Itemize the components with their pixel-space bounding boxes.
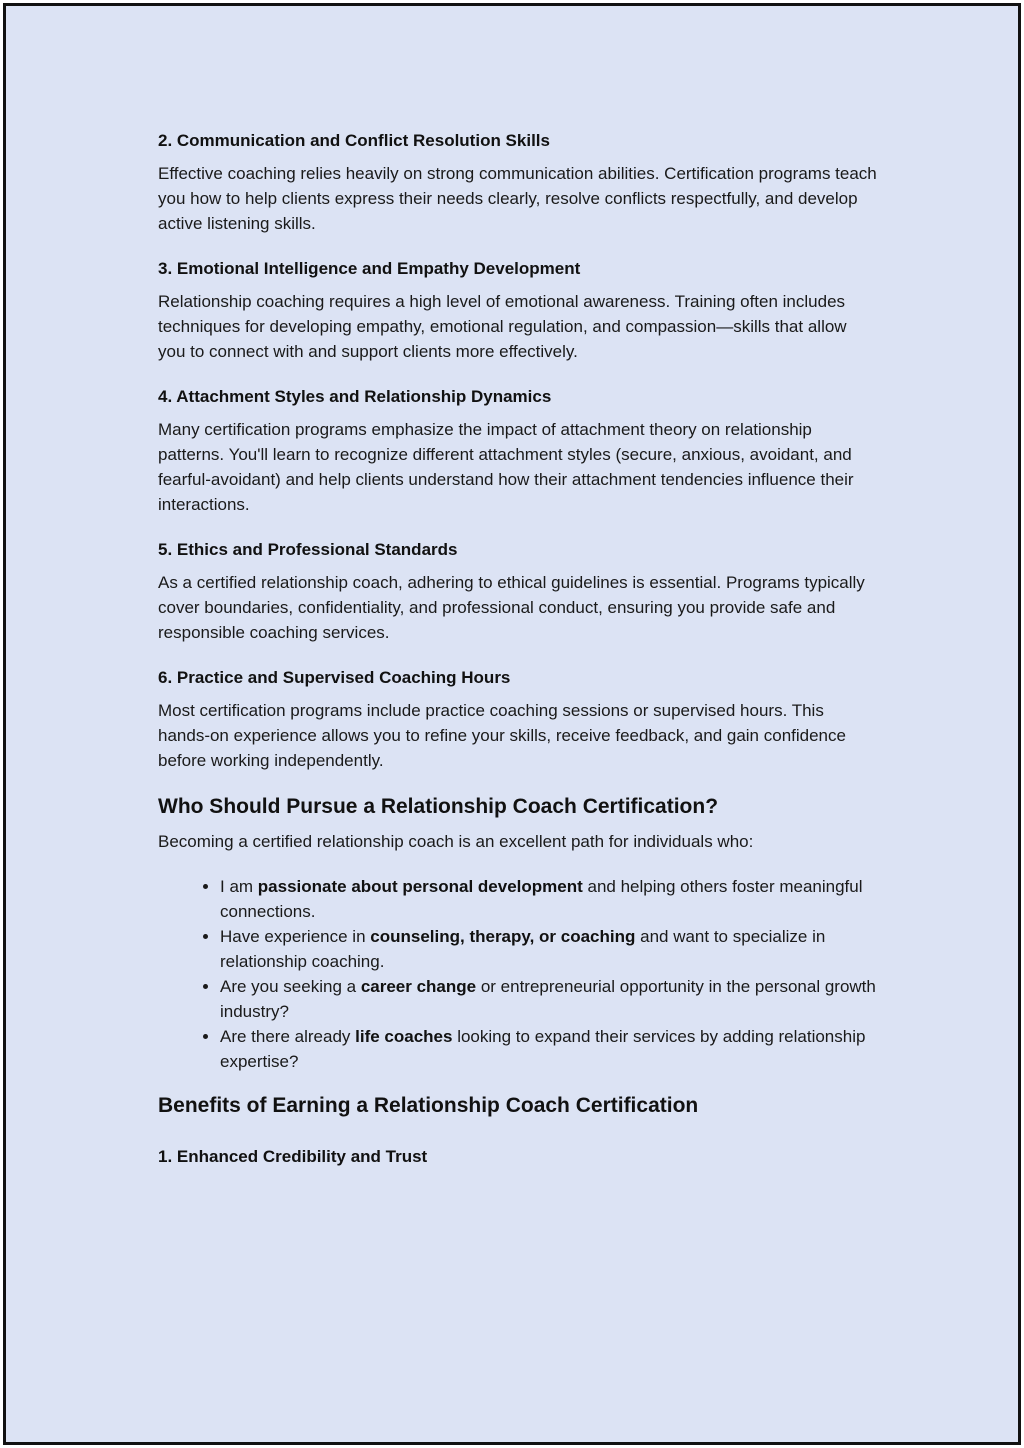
benefits-sub-heading: 1. Enhanced Credibility and Trust <box>158 1147 428 1166</box>
bullet-text: Are there already <box>220 1027 356 1046</box>
section-heading: 3. Emotional Intelligence and Empathy Development <box>158 259 581 278</box>
bullet-text: and want to specialize in relationship coaching. <box>220 927 826 971</box>
bullet-text: and helping others foster meaningful connections. <box>220 877 863 921</box>
benefits-heading: Benefits of Earning a Relationship Coach Certification <box>158 1094 699 1117</box>
bullet-bold: life coaches <box>355 1027 453 1046</box>
bullet-text: I am <box>220 877 258 896</box>
bullet-text: Have experience in <box>220 927 371 946</box>
bullet-text: Are you seeking a <box>220 977 361 996</box>
list-item <box>220 924 878 974</box>
bullet-text: looking to expand their services by adding relationship expertise? <box>220 1027 866 1071</box>
section-body: Effective coaching relies heavily on strong communication abilities. Certification programs teach you how to help clients express their needs clearly, resolve conflicts respectfully, and develop active listening skills. <box>158 164 877 233</box>
document-page <box>3 3 1021 1445</box>
who-intro: Becoming a certified relationship coach is an excellent path for individuals who: <box>158 832 754 851</box>
bullet-text: or entrepreneurial opportunity in the personal growth industry? <box>220 977 876 1021</box>
section-body: Most certification programs include practice coaching sessions or supervised hours. This hands-on experience allows you to refine your skills, receive feedback, and gain confidence before working independently. <box>158 701 846 770</box>
list-item <box>220 1024 878 1074</box>
bullet-bold: counseling, therapy, or coaching <box>370 927 636 946</box>
section-heading: 2. Communication and Conflict Resolution Skills <box>158 131 550 150</box>
section-heading: 4. Attachment Styles and Relationship Dynamics <box>158 387 552 406</box>
bullet-bold: passionate about personal development <box>257 877 583 896</box>
bullet-bold: career change <box>360 977 477 996</box>
who-heading: Who Should Pursue a Relationship Coach Certification? <box>158 795 719 818</box>
who-list <box>158 874 878 1074</box>
list-item <box>220 874 878 924</box>
section-body: As a certified relationship coach, adhering to ethical guidelines is essential. Programs typically cover boundaries, confidentiality, and professional conduct, ensuring you provide safe and responsible coaching services. <box>158 573 865 642</box>
section-body: Many certification programs emphasize the impact of attachment theory on relationship patterns. You'll learn to recognize different attachment styles (secure, anxious, avoidant, and fearful-avoidant) and help clients understand how their attachment tendencies influence their interactions. <box>158 420 854 514</box>
section-heading: 5. Ethics and Professional Standards <box>158 540 458 559</box>
document-content <box>158 116 878 1177</box>
section-body: Relationship coaching requires a high level of emotional awareness. Training often includes techniques for developing empathy, emotional regulation, and compassion—skills that allow you to connect with and support clients more effectively. <box>158 292 847 361</box>
section-heading: 6. Practice and Supervised Coaching Hours <box>158 668 511 687</box>
list-item <box>220 974 878 1024</box>
